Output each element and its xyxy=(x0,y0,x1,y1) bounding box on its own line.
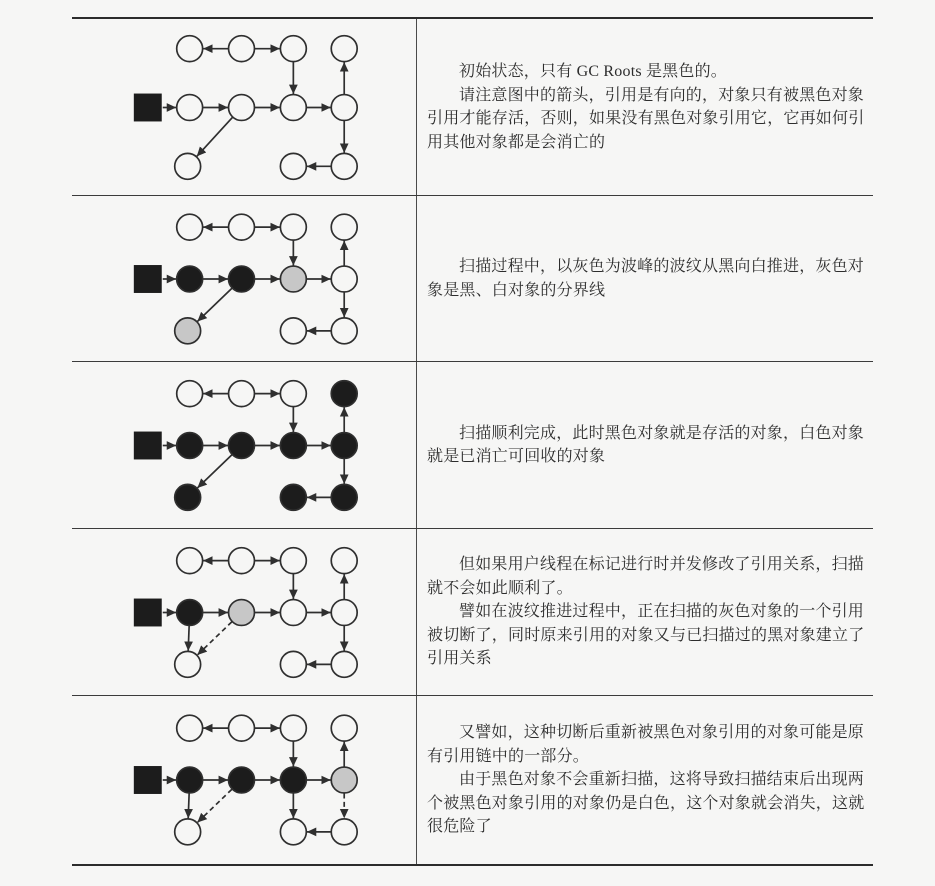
broken-reference-arrow xyxy=(197,621,231,654)
object-node-white xyxy=(229,547,255,573)
explanation-text xyxy=(417,196,873,361)
gc-diagram-initial xyxy=(72,19,417,195)
object-node-white xyxy=(280,94,306,120)
object-node-white xyxy=(280,599,306,625)
object-node-white xyxy=(280,819,306,845)
description-paragraph: 又譬如，这种切断后重新被黑色对象引用的对象可能是原有引用链中的一部分。 xyxy=(427,724,865,765)
object-node-gray xyxy=(280,266,306,292)
object-node-white xyxy=(331,214,357,240)
object-node-black xyxy=(175,484,201,510)
gc-diagram-finished xyxy=(72,362,417,528)
object-node-gray xyxy=(175,317,201,343)
description-paragraph: 扫描过程中，以灰色为波峰的波纹从黑向白推进，灰色对象是黑、白对象的分界线 xyxy=(427,258,865,299)
object-node-white xyxy=(175,819,201,845)
object-node-white xyxy=(177,547,203,573)
object-node-black xyxy=(331,432,357,458)
object-node-gray xyxy=(331,767,357,793)
explanation-text xyxy=(417,696,873,864)
explanation-text xyxy=(417,362,873,528)
object-node-white xyxy=(177,94,203,120)
object-node-white xyxy=(229,94,255,120)
object-node-black xyxy=(177,432,203,458)
object-node-white xyxy=(177,715,203,741)
object-node-white xyxy=(331,819,357,845)
object-node-white xyxy=(175,153,201,179)
broken-reference-arrow xyxy=(197,789,231,822)
table-row xyxy=(72,696,873,864)
object-node-white xyxy=(280,317,306,343)
description-paragraph: 譬如在波纹推进过程中，正在扫描的灰色对象的一个引用被切断了，同时原来引用的对象又与已扫描过的黑对象建立了引用关系 xyxy=(427,603,865,668)
table-row xyxy=(72,529,873,696)
object-node-white xyxy=(331,317,357,343)
object-node-white xyxy=(280,547,306,573)
description-paragraph: 初始状态，只有 GC Roots 是黑色的。 xyxy=(459,63,727,80)
reference-arrow xyxy=(197,117,233,156)
description-paragraph: 扫描顺利完成，此时黑色对象就是存活的对象，白色对象就是已消亡可回收的对象 xyxy=(427,424,865,465)
object-node-white xyxy=(177,380,203,406)
object-node-white xyxy=(177,214,203,240)
object-node-black xyxy=(229,432,255,458)
object-node-black xyxy=(331,380,357,406)
object-node-black xyxy=(280,767,306,793)
object-node-white xyxy=(331,547,357,573)
object-node-white xyxy=(280,153,306,179)
explanation-text xyxy=(417,19,873,195)
gc-tricolor-marking-table xyxy=(72,17,873,866)
object-node-white xyxy=(280,715,306,741)
table-row xyxy=(72,362,873,529)
table-row xyxy=(72,196,873,362)
object-node-black xyxy=(280,484,306,510)
object-node-white xyxy=(331,153,357,179)
gc-diagram-lost-object xyxy=(72,696,417,864)
reference-arrow xyxy=(188,793,189,818)
object-node-white xyxy=(177,35,203,61)
object-node-white xyxy=(331,651,357,677)
object-node-white xyxy=(229,380,255,406)
gc-root-node xyxy=(134,431,162,459)
description-paragraph: 请注意图中的箭头，引用是有向的，对象只有被黑色对象引用才能存活，否则，如果没有黑色对象引用它，它再如何引用其他对象都是会消亡的 xyxy=(427,86,865,151)
object-node-black xyxy=(280,432,306,458)
object-node-white xyxy=(280,214,306,240)
object-node-white xyxy=(331,266,357,292)
object-node-black xyxy=(177,599,203,625)
gc-diagram-reference-changed xyxy=(72,529,417,695)
object-node-gray xyxy=(229,599,255,625)
reference-arrow xyxy=(188,625,189,650)
object-node-black xyxy=(331,484,357,510)
object-node-white xyxy=(331,599,357,625)
object-node-white xyxy=(280,35,306,61)
object-node-white xyxy=(229,35,255,61)
description-paragraph: 但如果用户线程在标记进行时并发修改了引用关系，扫描就不会如此顺利了。 xyxy=(427,556,865,597)
object-node-white xyxy=(331,94,357,120)
object-node-white xyxy=(280,651,306,677)
object-node-black xyxy=(229,767,255,793)
object-node-white xyxy=(229,715,255,741)
explanation-text xyxy=(417,529,873,695)
gc-root-node xyxy=(134,93,162,121)
gc-root-node xyxy=(134,766,162,794)
object-node-white xyxy=(280,380,306,406)
object-node-black xyxy=(177,767,203,793)
object-node-white xyxy=(175,651,201,677)
table-row xyxy=(72,19,873,196)
description-paragraph: 由于黑色对象不会重新扫描，这将导致扫描结束后出现两个被黑色对象引用的对象仍是白色，这个对象就会消失，这就很危险了 xyxy=(427,771,865,836)
gc-diagram-scanning xyxy=(72,196,417,361)
object-node-white xyxy=(331,35,357,61)
reference-arrow xyxy=(197,454,231,487)
reference-arrow xyxy=(197,288,231,321)
object-node-white xyxy=(331,715,357,741)
object-node-black xyxy=(229,266,255,292)
gc-root-node xyxy=(134,265,162,293)
object-node-white xyxy=(229,214,255,240)
object-node-black xyxy=(177,266,203,292)
gc-root-node xyxy=(134,598,162,626)
